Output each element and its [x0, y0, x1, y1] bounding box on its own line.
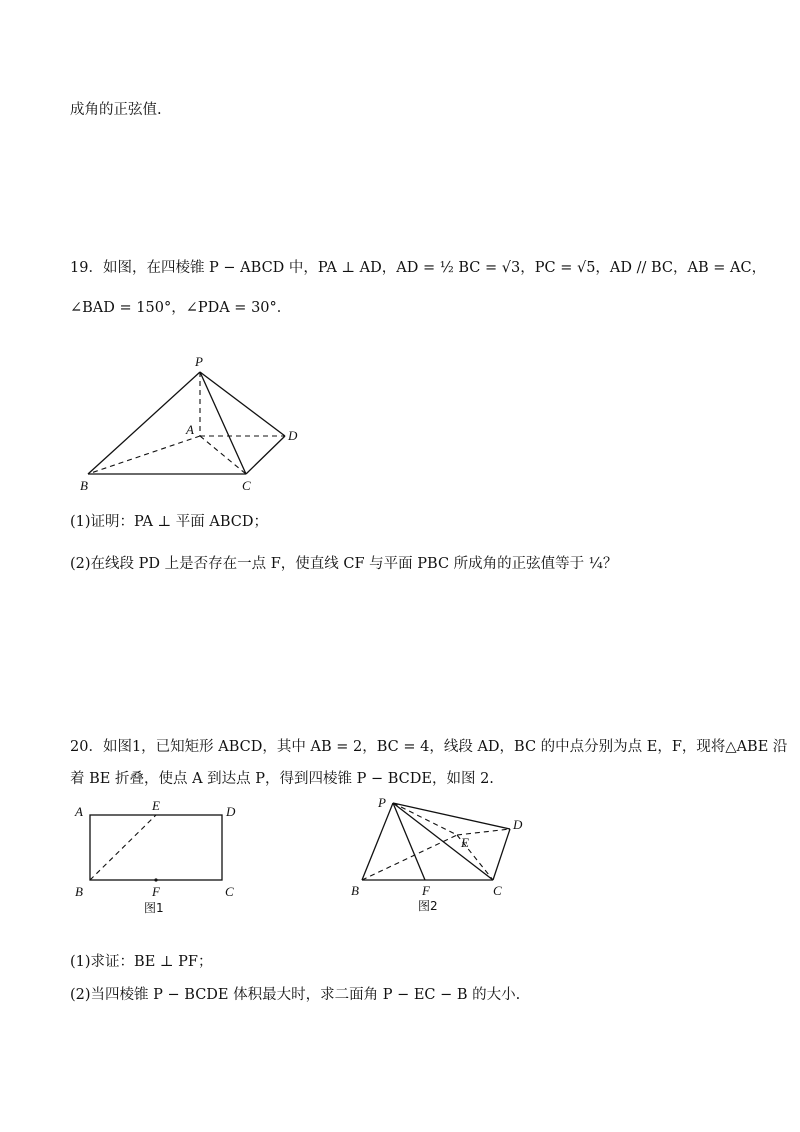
label-C: C	[225, 884, 234, 899]
q19-part2: (2)在线段 PD 上是否存在一点 F，使直线 CF 与平面 PBC 所成角的正弦值等于 ¼？	[70, 556, 618, 572]
q20-figure2	[345, 795, 545, 920]
q20-stem-line1: 20．如图1，已知矩形 ABCD，其中 AB = 2，BC = 4，线段 AD，BC 的中点分别为点 E，F，现将△ABE 沿	[70, 739, 788, 755]
label-P: P	[195, 354, 203, 369]
label-F: F	[422, 883, 430, 898]
edge-PD	[200, 372, 285, 436]
label-A: A	[186, 422, 194, 437]
label-P: P	[378, 795, 386, 810]
edge-PB	[88, 372, 200, 474]
edge-AC-hidden	[200, 436, 246, 474]
q20-figure1	[70, 800, 260, 920]
q19-stem-line1: 19．如图，在四棱锥 P − ABCD 中，PA ⊥ AD，AD = ½ BC = √3，PC = √5，AD // BC，AB = AC，	[70, 260, 767, 276]
label-E: E	[152, 798, 160, 813]
label-C: C	[493, 883, 502, 898]
label-C: C	[242, 478, 251, 493]
edge-CD	[493, 829, 510, 880]
edge-AB-hidden	[88, 436, 200, 474]
label-D: D	[288, 428, 298, 443]
label-B: B	[80, 478, 88, 493]
q19-stem-line2: ∠BAD = 150°，∠PDA = 30°．	[70, 300, 292, 316]
figure2-caption: 图2	[418, 899, 438, 913]
edge-PE-hidden	[393, 803, 457, 835]
label-B: B	[75, 884, 83, 899]
label-E: E	[461, 835, 469, 850]
q20-part1: (1)求证：BE ⊥ PF；	[70, 954, 213, 970]
q20-stem-line2: 着 BE 折叠，使点 A 到达点 P，得到四棱锥 P − BCDE，如图 2.	[70, 771, 494, 787]
segment-BE	[90, 815, 156, 880]
rectangle-ABCD	[90, 815, 222, 880]
q19-pyramid-figure	[70, 350, 330, 500]
edge-CD	[246, 436, 285, 474]
q20-part2: (2)当四棱锥 P − BCDE 体积最大时，求二面角 P − EC − B 的大小.	[70, 987, 521, 1003]
figure1-caption: 图1	[144, 901, 164, 915]
label-D: D	[513, 817, 523, 832]
label-B: B	[351, 883, 359, 898]
label-A: A	[75, 804, 83, 819]
carryover-text: 成角的正弦值.	[70, 102, 162, 118]
edge-PC	[200, 372, 246, 474]
label-F: F	[152, 884, 160, 899]
label-D: D	[226, 804, 236, 819]
q19-part1: (1)证明：PA ⊥ 平面 ABCD；	[70, 514, 269, 530]
edge-PB	[362, 803, 393, 880]
point-F	[154, 878, 157, 881]
